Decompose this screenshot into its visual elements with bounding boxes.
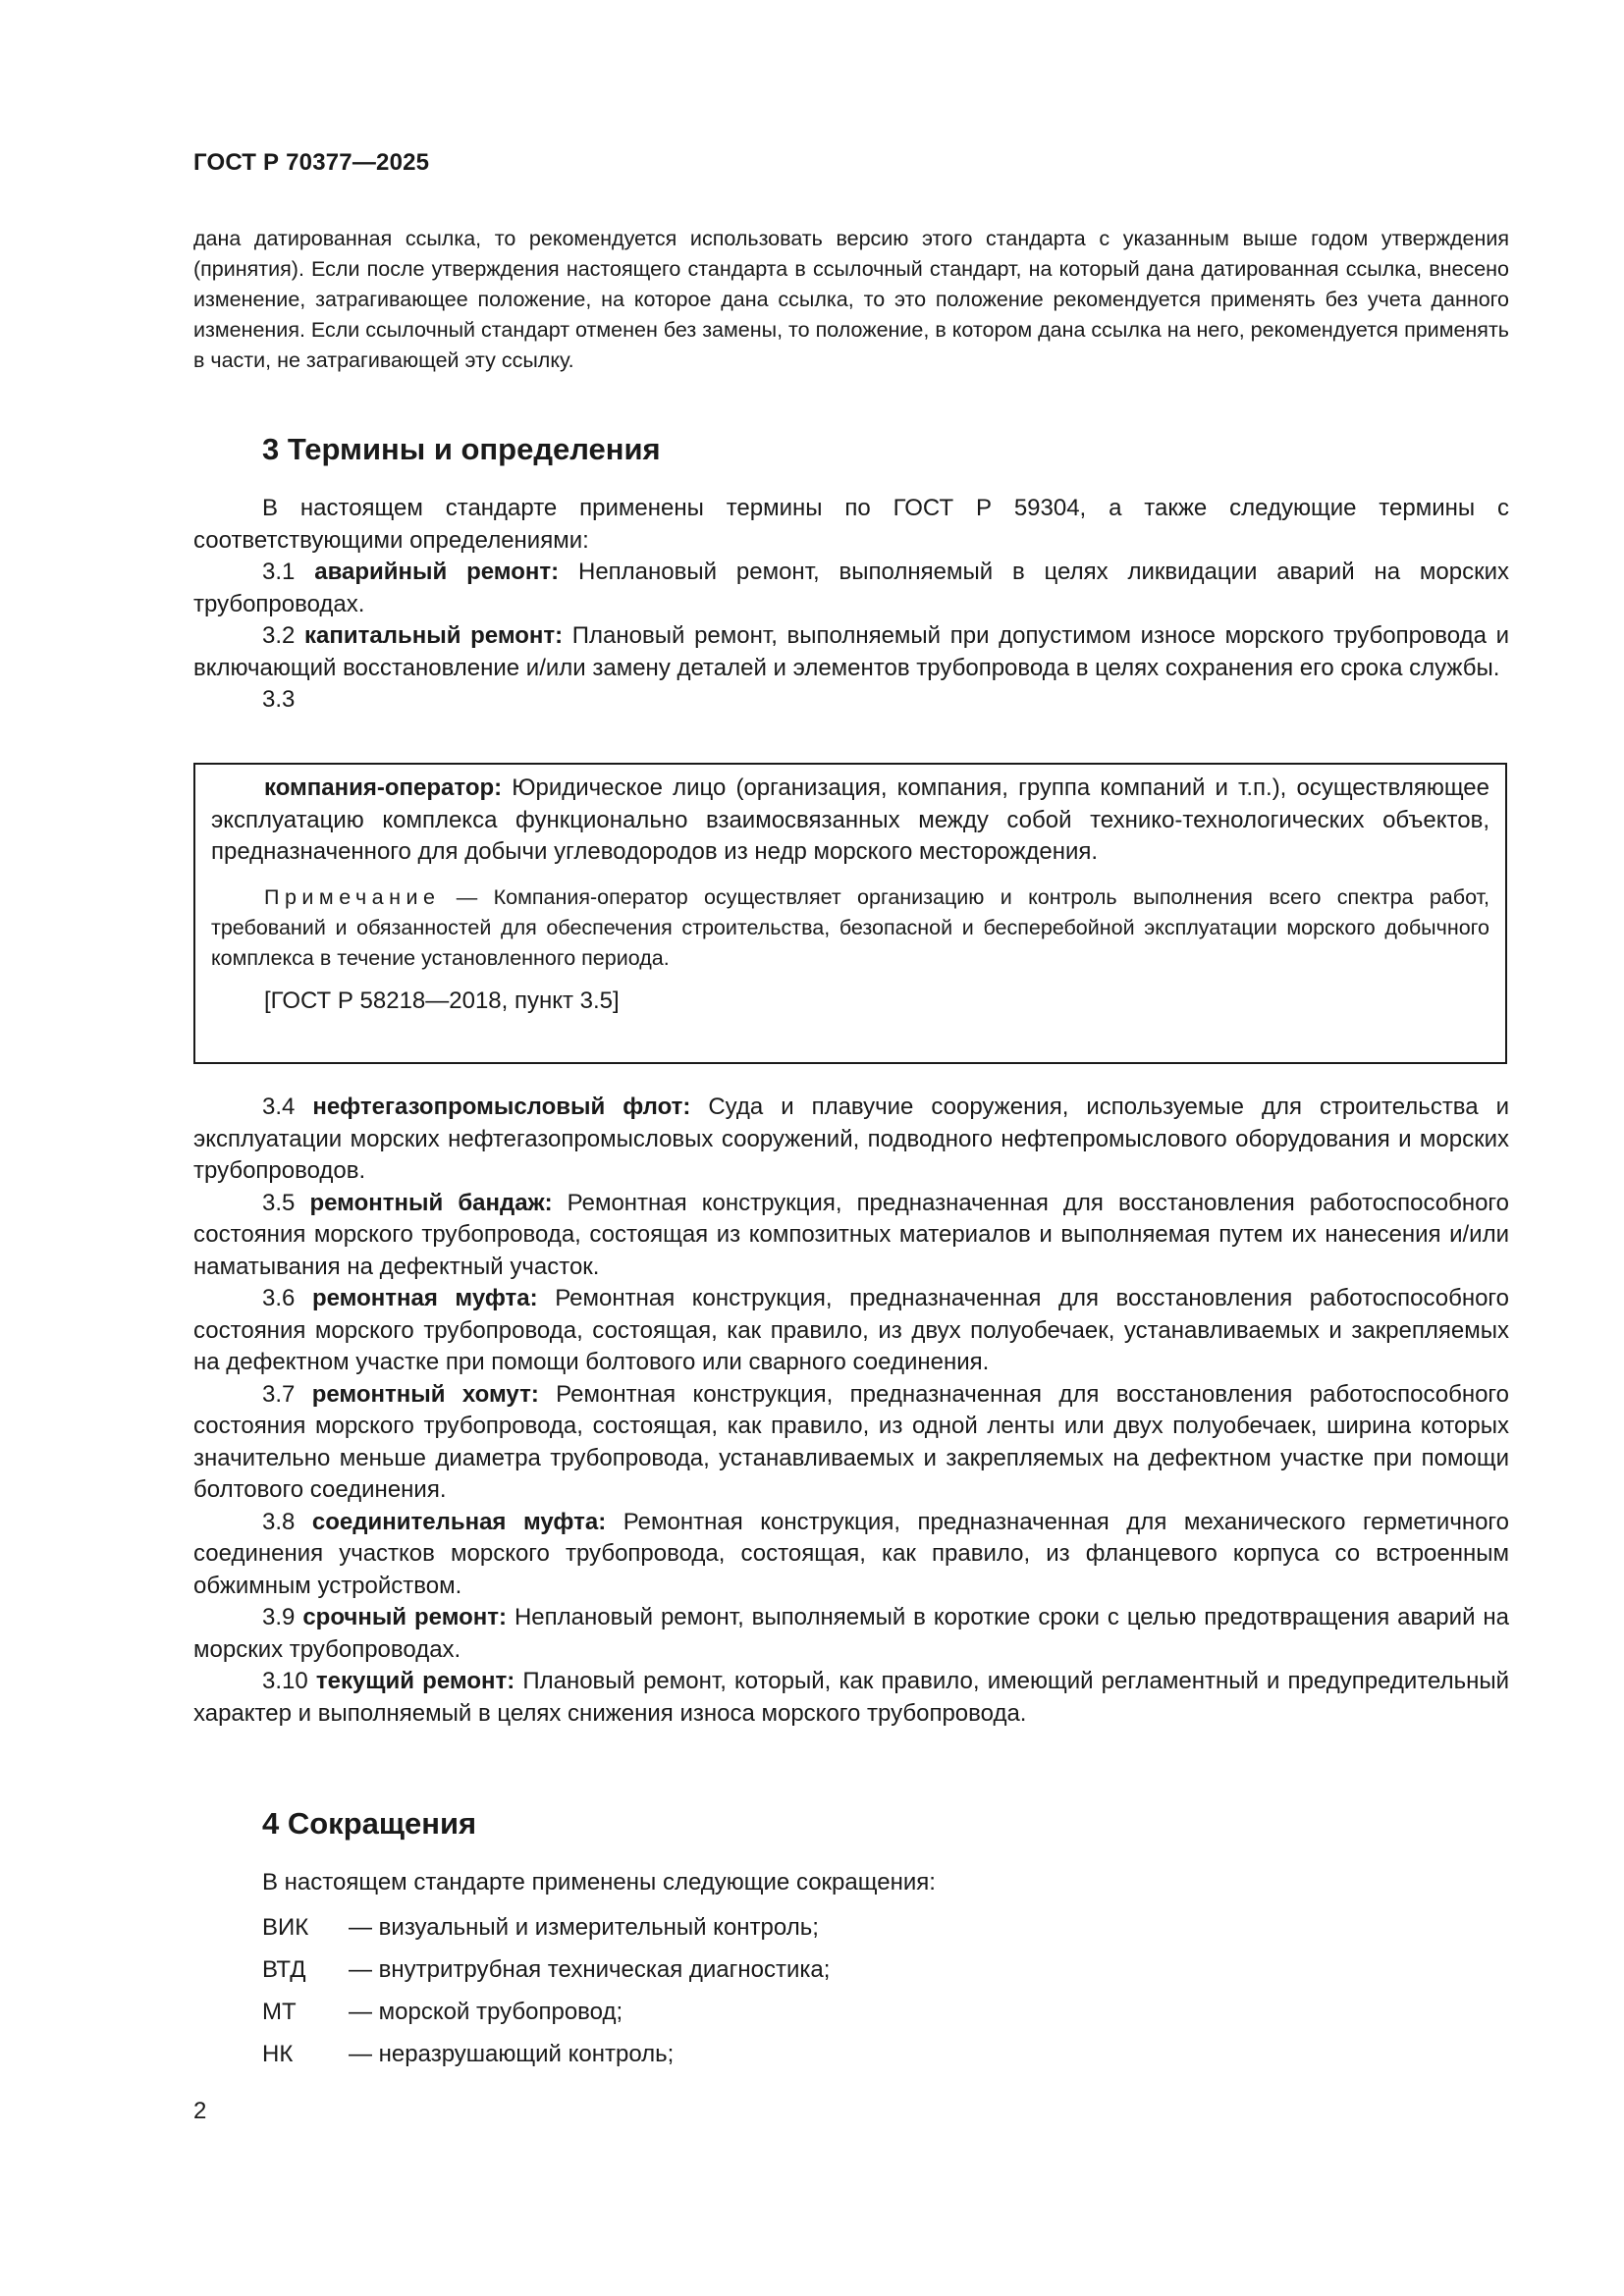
term-3-3-name: компания-оператор:: [264, 774, 503, 801]
abbreviation-key: ВИК: [262, 1914, 309, 1941]
term-3-3: компания-оператор: Юридическое лицо (организация, компания, группа компаний и т.п.), осуществляющее эксплуатацию комплекса функционально взаимосвязанных между собой технико-технологических объектов, предназначенного для добычи углеводородов из недр морского месторождения.: [211, 774, 1489, 865]
section-4-intro-block: [193, 1867, 1509, 1899]
abbreviation-text: — визуальный и измерительный контроль;: [349, 1914, 819, 1941]
abbreviation-key: МТ: [262, 1999, 297, 2025]
term-3-3-box: [193, 763, 1507, 1064]
section-3-intro: В настоящем стандарте применены термины по ГОСТ Р 59304, а также следующие термины с соответствующими определениями:: [193, 495, 1509, 554]
term-3-6-name: ремонтная муфта:: [311, 1285, 538, 1311]
intro-paragraph: [193, 224, 1509, 376]
abbreviation-text: — неразрушающий контроль;: [349, 2041, 675, 2067]
page-number: 2: [193, 2098, 207, 2124]
abbreviation-text: — внутритрубная техническая диагностика;: [349, 1956, 831, 1983]
section-3-heading: 3 Термины и определения: [262, 432, 661, 466]
section-4-intro: В настоящем стандарте применены следующие сокращения:: [262, 1869, 936, 1896]
term-3-8: 3.8 соединительная муфта: Ремонтная конструкция, предназначенная для механического герметичного соединения участков морского трубопровода, состоящая, как правило, из фланцевого корпуса со встроенным обжимным устройством.: [193, 1508, 1509, 1599]
term-3-4-name: нефтегазопромысловый флот:: [312, 1094, 691, 1120]
intro-paragraph-text: дана датированная ссылка, то рекомендуется использовать версию этого стандарта с указанным выше годом утверждения (принятия). Если после утверждения настоящего стандарта в ссылочный стандарт, на который дана датированная ссылка, внесено изменение, затрагивающее положение, на которое дана ссылка, то это положение рекомендуется применять без учета данного изменения. Если ссылочный стандарт отменен без замены, то положение, в котором дана ссылка на него, рекомендуется применять в части, не затрагивающей эту ссылку.: [193, 227, 1509, 372]
abbreviation-key: НК: [262, 2041, 294, 2067]
section-3-terms-part1: [193, 493, 1509, 717]
term-3-2: 3.2 капитальный ремонт: Плановый ремонт, выполняемый при допустимом износе морского трубопровода и включающий восстановление и/или замену деталей и элементов трубопровода в целях сохранения его срока службы.: [193, 622, 1509, 681]
abbreviation-row: [262, 1956, 830, 1984]
abbreviation-key: ВТД: [262, 1956, 306, 1983]
abbreviation-row: [262, 1914, 819, 1942]
term-3-9-name: срочный ремонт:: [302, 1604, 508, 1630]
term-3-5: 3.5 ремонтный бандаж: Ремонтная конструкция, предназначенная для восстановления работоспособного состояния морского трубопровода, состоящая из композитных материалов и выполняемая путем их нанесения и/или наматывания на дефектный участок.: [193, 1189, 1510, 1280]
term-3-6: 3.6 ремонтная муфта: Ремонтная конструкция, предназначенная для восстановления работоспособного состояния морского трубопровода, состоящая, как правило, из двух полуобечаек, устанавливаемых и закрепляемых на дефектном участке при помощи болтового или сварного соединения.: [193, 1285, 1509, 1375]
term-3-7: 3.7 ремонтный хомут: Ремонтная конструкция, предназначенная для восстановления работоспособного состояния морского трубопровода, состоящая, как правило, из одной ленты или двух полуобечаек, ширина которых значительно меньше диаметра трубопровода, устанавливаемых и закрепляемых на дефектном участке при помощи болтового соединения.: [193, 1380, 1509, 1503]
term-3-10: 3.10 текущий ремонт: Плановый ремонт, который, как правило, имеющий регламентный и предупредительный характер и выполняемый в целях снижения износа морского трубопровода.: [193, 1668, 1509, 1727]
abbreviation-row: [262, 1999, 623, 2026]
section-3-terms-part2: [193, 1092, 1509, 1730]
term-3-8-name: соединительная муфта:: [311, 1508, 607, 1535]
abbreviation-text: — морской трубопровод;: [349, 1999, 623, 2025]
term-3-10-name: текущий ремонт:: [315, 1668, 515, 1694]
term-3-5-name: ремонтный бандаж:: [309, 1189, 553, 1216]
term-3-1-name: аварийный ремонт:: [314, 559, 560, 585]
section-4-heading: 4 Сокращения: [262, 1806, 477, 1841]
abbreviation-row: [262, 2041, 674, 2068]
term-3-3-number: 3.3: [262, 686, 296, 713]
term-3-9: 3.9 срочный ремонт: Неплановый ремонт, выполняемый в короткие сроки с целью предотвращения аварий на морских трубопроводах.: [193, 1604, 1510, 1663]
term-3-4: 3.4 нефтегазопромысловый флот: Суда и плавучие сооружения, используемые для строительства и эксплуатации морских нефтегазопромысловых сооружений, подводного нефтепромыслового оборудования и морских трубопроводов.: [193, 1094, 1510, 1184]
term-3-3-note: Примечание — Компания-оператор осуществляет организацию и контроль выполнения всего спектра работ, требований и обязанностей для обеспечения строительства, безопасной и бесперебойной эксплуатации морского добычного комплекса в течение установленного периода.: [211, 884, 1489, 970]
term-3-7-name: ремонтный хомут:: [311, 1380, 539, 1408]
term-3-2-name: капитальный ремонт:: [304, 622, 564, 649]
term-3-3-source: [ГОСТ Р 58218—2018, пункт 3.5]: [264, 987, 620, 1014]
term-3-1: 3.1 аварийный ремонт: Неплановый ремонт, выполняемый в целях ликвидации аварий на морских трубопроводах.: [193, 559, 1510, 617]
document-header: ГОСТ Р 70377—2025: [193, 149, 430, 176]
